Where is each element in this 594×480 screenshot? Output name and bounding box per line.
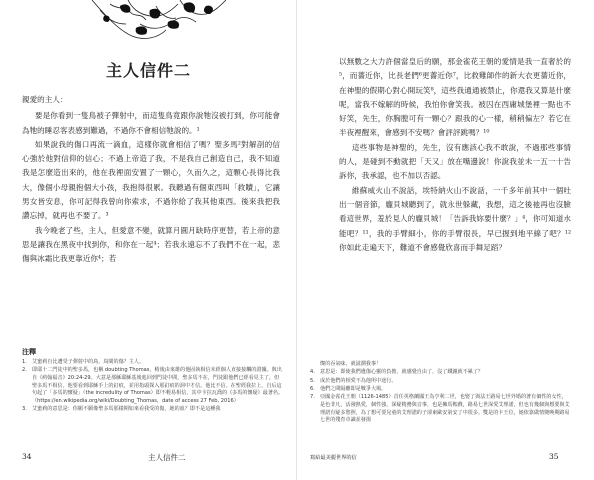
footnote: [22, 406, 284, 414]
footnote-number: 3.: [22, 406, 27, 413]
footnote-number: 5.: [310, 377, 315, 384]
chapter-title: 主人信件二: [105, 61, 191, 80]
left-footnotes: [22, 359, 284, 415]
footnote: [310, 369, 570, 377]
page-number: 34: [22, 452, 32, 461]
footnote-text: 成於他們的相愛不為他所中途行。: [320, 377, 397, 384]
body-paragraph: 我今晚老了些，主人，但愛意不變，就算月圓月缺時序更替，若上帝的意思是讓我在黑夜中找到你，和你在一起⁴；若我永遠忘不了我們不在一起，悲傷與冰霜比我更靠近你⁴；若: [22, 225, 280, 264]
footnote-text: 燦的吞氣味，就滋潤我事！: [320, 361, 382, 367]
footnote: [310, 361, 570, 369]
footnote: [310, 394, 570, 425]
footnote-number: [310, 361, 320, 369]
page-number: 35: [549, 452, 559, 461]
right-page: [297, 0, 594, 480]
footnote-text: 他們之間隔離即是戰爭大場。: [320, 385, 387, 392]
body-paragraph: 要是你看到一隻鳥被子彈射中，而這隻鳥竟跟你說牠沒被打到，你可能會為牠的睡忍客表感到難過，不過你不會相信牠說的。¹: [22, 111, 280, 135]
running-head: 主人信件二: [148, 453, 186, 462]
footnote-text: 意思是：即使我們遺傷心靈的負擔，就感覺自由了，沒了鐵鐘就不累了？: [320, 369, 484, 376]
right-footnotes: [310, 361, 570, 426]
footnote-number: 4.: [310, 369, 315, 376]
body-paragraph: 如果說我的傷口再流一滴血，這樣你就會相信了嗎？聖多馬²對解剖的信心強於他對信仰的信心；不過上帝造了我，不是我自己創造自己，我不知道我是怎麼造出來的，他在我裡面安置了一顆心，久而久之，這顆心長得比我大，像個小母親抱個大小孩，我抱得很累。我聽過有個東西叫「救贖」，它讓男女皆安息，你可記得我曾向你索求，不過你給了我其他東西。後來我把我讚忘掉，就再也不要了。³: [22, 139, 280, 221]
body-paragraph: 維蘇威火山不說話，埃特納火山不說話，一千多年前其中一個吐出一個音節，龐貝城聽到了，就永世躲藏，我想，這之後祂再也沒臉看這世界，羞於見人的龐貝城！「告訴我妳要什麼？」⁴，你可知道水能吧？¹¹，我的手臂細小，你的手臂很長，早已握到地平線了吧？¹² 你如此走遍天下，難道不會感覺欣喜而手舞足蹈？: [339, 185, 571, 252]
body-paragraph: 這些事物是神聖的，先生，沒有應該心我不敢說，不過那些事情的人，是碰到不動就把「天又」放在嘴邊說！你說我並未一五一十告訴你，我承認，也不加以否認。: [339, 142, 571, 181]
left-body-text: [22, 93, 280, 267]
footnote: [22, 367, 284, 406]
footnote: [310, 378, 570, 386]
footnote: [22, 359, 284, 367]
salutation: 親愛的主人：: [22, 95, 68, 104]
footnote-text: 艾蜜莉自比遭受子彈射中的鳥，鳥間的傷？主人。: [32, 359, 145, 365]
footnote-text: 艾蜜莉的意思是：你願不願像聖多馬那樣期如來看我受的傷，她的血？即不是這種我: [32, 406, 221, 413]
right-body-text: [339, 55, 571, 255]
floral-sketch-illustration: [0, 0, 297, 42]
body-paragraph: 以無數之大力許個當皇后的願，那金雀花王朝的愛情是我一直奢於的⁵，而薔近你，比長老們⁶更薔近你⁷，比救雞師作的新大衣更薔近你，在神聖的假期心對心開玩笑⁸，這些我通通被禁止，你還我又算是什麼呢，當我不嫁解的時候，我怕你會笑我。被囚在西庸城堡裡一點也不好笑，先生，你胸膛可有一顆心？跟我的心一樣，稍稍偏左？若它在半夜裡醒來，會感到不安嗎？會評評跳嗎？¹⁰: [339, 57, 571, 138]
footnote: [310, 386, 570, 394]
footnote-number: 1.: [22, 359, 27, 365]
notes-heading: 注釋: [22, 348, 36, 356]
footnote-number: 2.: [22, 367, 27, 374]
footnote-number: 6.: [310, 385, 315, 392]
footnote-number: 7.: [310, 394, 315, 401]
footnote-text: 亞國金雀花王朝（1126-1485）首任英格蘭國王為亨利二世，也娶了與法王路易七世外婚的著有個性的女性，是色非凡，活潑熱愛，個性強，深疑精務與音事，也是擁馬鞍戲，路易七世深愛艾理諾，但也有幾個與想要與艾理諾有疑多愁照，為了想可要兒童的艾理諾的子卻東歐安第安了中很多。雙是的卡王位，她依靠做情變喚期路易七世的殘育卓識並發揚: [320, 394, 570, 424]
running-head: 寫給最美麗世界的信: [310, 455, 357, 461]
footnote-text: 即耶十二門徒中的聖多馬，也稱 doubting Thomas，稍後由來雄的他固執相信未經個人直接接觸的證據。與出自《約翰福音》20:24-29。大意是那穌耶穌基後進回到門徒中間，聖多馬不在，門徒跟他們已經看見主了，但聖多馬不相信，他要看到耶穌手上的釘痕，並用指頭探入那釘痕的洞中才信。他比不信。在聖經我拉上，自后這句起了「多馬的懷疑」（the incredulity of Thomas）即不輕易相信，其中卡拉瓦喬的《多馬的懷疑》最著名。（https://en.wikipedia.org/wiki/Doubting_Thomas，date of access 27 Feb, 2016）: [32, 367, 284, 405]
